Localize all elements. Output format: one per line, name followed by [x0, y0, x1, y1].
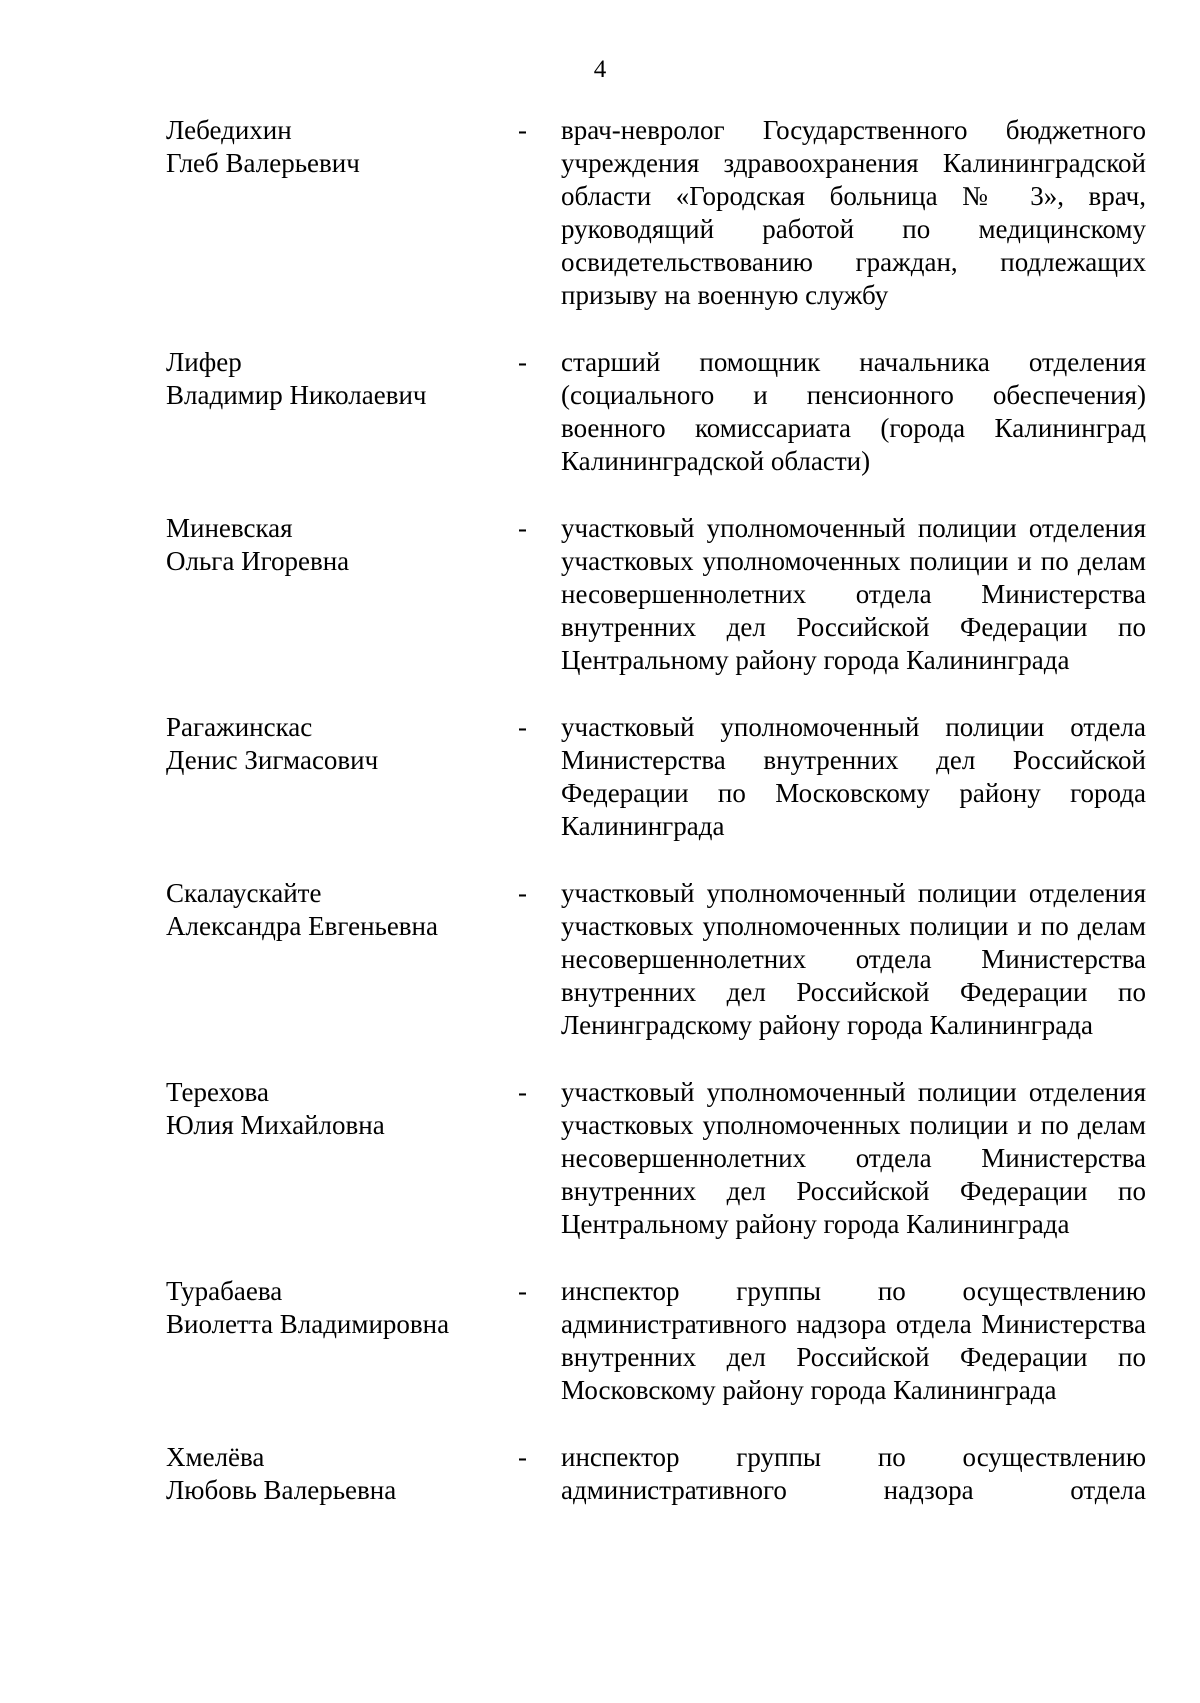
entry-dash: -	[518, 513, 527, 543]
member-given-names: Юлия Михайловна	[166, 1110, 385, 1140]
member-surname: Терехова	[166, 1077, 269, 1107]
member-name	[166, 1275, 518, 1341]
page-number: 4	[593, 56, 607, 83]
member-name	[166, 114, 518, 180]
entry-dash: -	[518, 1442, 527, 1472]
member-entry	[166, 1275, 1146, 1407]
member-position: участковый уполномоченный полиции отделения участковых уполномоченных полиции и по делам несовершеннолетних отдела Министерства внутренних дел Российской Федерации по Центральному району города Калининграда	[561, 1077, 1146, 1239]
member-given-names: Глеб Валерьевич	[166, 148, 360, 178]
member-surname: Лифер	[166, 347, 242, 377]
member-name	[166, 1076, 518, 1142]
member-entry	[166, 346, 1146, 478]
member-entry	[166, 711, 1146, 843]
member-surname: Хмелёва	[166, 1442, 265, 1472]
member-given-names: Ольга Игоревна	[166, 546, 350, 576]
member-name	[166, 1441, 518, 1507]
member-surname: Турабаева	[166, 1276, 283, 1306]
entry-dash: -	[518, 347, 527, 377]
member-entry	[166, 512, 1146, 677]
member-surname: Миневская	[166, 513, 293, 543]
member-entry	[166, 114, 1146, 312]
member-position: инспектор группы по осуществлению административного надзора отдела Министерства внутренних дел Российской Федерации по Московскому району города Калининграда	[561, 1276, 1146, 1405]
member-name	[166, 877, 518, 943]
member-position: старший помощник начальника отделения (социального и пенсионного обеспечения) военного комиссариата (города Калининград Калининградской области)	[561, 347, 1146, 476]
commission-members-list	[166, 114, 1146, 1541]
member-surname: Рагажинскас	[166, 712, 313, 742]
member-surname: Лебедихин	[166, 115, 292, 145]
member-name	[166, 711, 518, 777]
entry-dash: -	[518, 1276, 527, 1306]
entry-dash: -	[518, 878, 527, 908]
member-given-names: Виолетта Владимировна	[166, 1309, 450, 1339]
entry-dash: -	[518, 1077, 527, 1107]
member-entry	[166, 1441, 1146, 1507]
member-given-names: Александра Евгеньевна	[166, 911, 438, 941]
member-name	[166, 346, 518, 412]
member-surname: Скалаускайте	[166, 878, 322, 908]
member-given-names: Денис Зигмасович	[166, 745, 379, 775]
member-entry	[166, 1076, 1146, 1241]
member-position: врач-невролог Государственного бюджетного учреждения здравоохранения Калининградской области «Городская больница № 3», врач, руководящий работой по медицинскому освидетельствованию граждан, подлежащих призыву на военную службу	[561, 115, 1146, 310]
member-position: участковый уполномоченный полиции отделения участковых уполномоченных полиции и по делам несовершеннолетних отдела Министерства внутренних дел Российской Федерации по Центральному району города Калининграда	[561, 513, 1146, 675]
member-position: инспектор группы по осуществлению административного надзора отдела	[561, 1442, 1146, 1505]
member-position: участковый уполномоченный полиции отдела Министерства внутренних дел Российской Федерации по Московскому району города Калининграда	[561, 712, 1146, 841]
member-entry	[166, 877, 1146, 1042]
member-given-names: Владимир Николаевич	[166, 380, 427, 410]
member-name	[166, 512, 518, 578]
member-given-names: Любовь Валерьевна	[166, 1475, 397, 1505]
member-position: участковый уполномоченный полиции отделения участковых уполномоченных полиции и по делам несовершеннолетних отдела Министерства внутренних дел Российской Федерации по Ленинградскому району города Калининграда	[561, 878, 1146, 1040]
entry-dash: -	[518, 115, 527, 145]
entry-dash: -	[518, 712, 527, 742]
